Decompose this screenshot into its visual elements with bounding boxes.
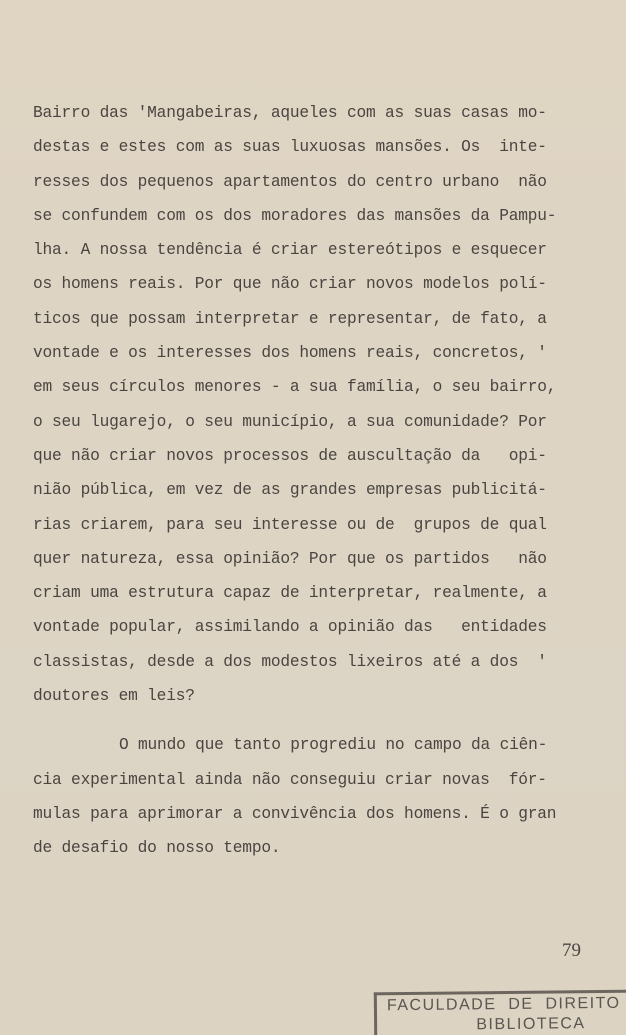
page-number: 79 bbox=[562, 940, 581, 961]
text-line: classistas, desde a dos modestos lixeiros até a dos ' bbox=[33, 652, 547, 671]
text-line: ticos que possam interpretar e representar, de fato, a bbox=[33, 309, 547, 328]
text-line: que não criar novos processos de auscultação da opi- bbox=[33, 446, 547, 465]
text-line: quer natureza, essa opinião? Por que os partidos não bbox=[33, 549, 547, 568]
text-line: de desafio do nosso tempo. bbox=[33, 839, 281, 858]
stamp-text-line1: FACULDADE DE DIREITO bbox=[386, 994, 621, 1015]
text-line: os homens reais. Por que não criar novos modelos polí- bbox=[33, 275, 547, 294]
text-line: o seu lugarejo, o seu município, a sua comunidade? Por bbox=[33, 412, 547, 431]
paragraph-gap bbox=[33, 713, 593, 728]
text-line: doutores em leis? bbox=[33, 687, 195, 706]
text-line: em seus círculos menores - a sua família, o seu bairro, bbox=[33, 378, 557, 397]
paragraph-1 bbox=[33, 96, 593, 713]
text-line: rias criarem, para seu interesse ou de grupos de qual bbox=[33, 515, 547, 534]
stamp-text-line2: BIBLIOTECA bbox=[387, 1015, 586, 1035]
text-line: destas e estes com as suas luxuosas mansões. Os inte- bbox=[33, 138, 547, 157]
library-stamp bbox=[374, 990, 626, 1035]
text-line: O mundo que tanto progrediu no campo da ciên- bbox=[119, 736, 548, 755]
text-line: criam uma estrutura capaz de interpretar, realmente, a bbox=[33, 584, 547, 603]
text-line: Bairro das 'Mangabeiras, aqueles com as suas casas mo- bbox=[33, 104, 547, 122]
text-line: se confundem com os dos moradores das mansões da Pampu- bbox=[33, 206, 557, 225]
text-line: lha. A nossa tendência é criar estereótipos e esquecer bbox=[33, 241, 547, 260]
text-line: nião pública, em vez de as grandes empresas publicitá- bbox=[33, 481, 547, 500]
text-line: vontade popular, assimilando a opinião das entidades bbox=[33, 618, 547, 637]
text-line: vontade e os interesses dos homens reais, concretos, ' bbox=[33, 344, 547, 363]
text-line: cia experimental ainda não conseguiu criar novas fór- bbox=[33, 770, 547, 789]
paragraph-2 bbox=[33, 728, 593, 865]
text-line: resses dos pequenos apartamentos do centro urbano não bbox=[33, 172, 547, 191]
text-line: mulas para aprimorar a convivência dos homens. É o gran bbox=[33, 804, 557, 823]
body-text bbox=[33, 96, 593, 866]
